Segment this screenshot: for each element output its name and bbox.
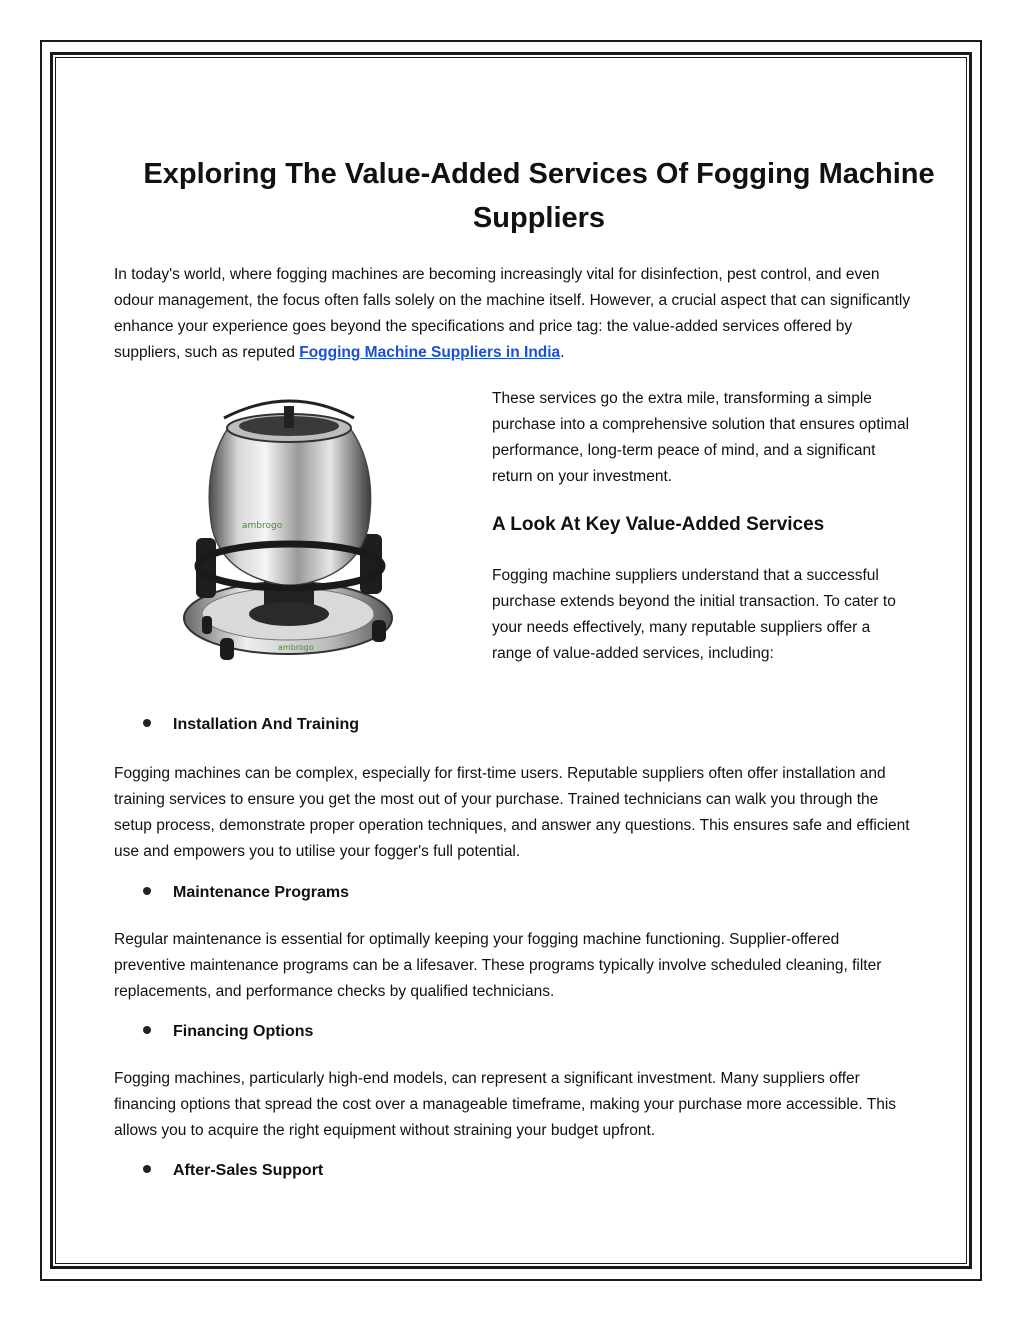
- bullet-heading: Installation And Training: [173, 716, 360, 733]
- bullet-dot-icon: [143, 1026, 151, 1034]
- bullet-dot-icon: [143, 719, 151, 727]
- brand-mark-upper: ambrogo: [242, 521, 283, 531]
- maintenance-paragraph: Regular maintenance is essential for optimally keeping your fogging machine functioning. Supplier-offered preventive maintenance programs can be a lifesaver. These programs typically involve scheduled cleaning, filter replacements, and performance checks by qualified technicians.: [114, 931, 882, 1000]
- section-heading: A Look At Key Value-Added Services: [492, 514, 825, 535]
- bullet-after-sales: [143, 1162, 323, 1180]
- bullet-heading: After-Sales Support: [173, 1162, 324, 1179]
- installation-paragraph: Fogging machines can be complex, especially for first-time users. Reputable suppliers often offer installation and training services to ensure you get the most out of your purchase. Trained technicians can walk you through the setup process, demonstrate proper operation techniques, and answer any questions. This ensures safe and efficient use and empowers you to utilise your fogger's full potential.: [114, 765, 910, 860]
- intro-text: In today's world, where fogging machines are becoming increasingly vital for disinfection, pest control, and even odour management, the focus often falls solely on the machine itself. However, a crucial aspect that can significantly enhance your experience goes beyond the specifications and price tag: the value-added services offered by suppliers, such as reputed: [114, 266, 911, 361]
- suppliers-paragraph: Fogging machine suppliers understand that a successful purchase extends beyond the initial transaction. To cater to your needs effectively, many reputable suppliers offer a range of value-added services, including:: [492, 567, 896, 662]
- intro-paragraph: [114, 262, 914, 366]
- bullet-heading: Maintenance Programs: [173, 884, 350, 901]
- fogging-suppliers-link[interactable]: Fogging Machine Suppliers in India: [299, 344, 561, 361]
- bullet-financing: [143, 1023, 313, 1041]
- brand-mark-lower: ambrogo: [278, 643, 314, 652]
- bullet-dot-icon: [143, 887, 151, 895]
- bullet-heading: Financing Options: [173, 1023, 314, 1040]
- financing-paragraph: Fogging machines, particularly high-end models, can represent a significant investment. Many suppliers offer financing options that spread the cost over a manageable timeframe, making your purchase more accessible. This allows you to acquire the right equipment without straining your budget upfront.: [114, 1070, 897, 1139]
- page-title: Exploring The Value-Added Services Of Fogging Machine Suppliers: [143, 158, 935, 234]
- bullet-dot-icon: [143, 1165, 151, 1173]
- services-paragraph: These services go the extra mile, transforming a simple purchase into a comprehensive solution that ensures optimal performance, long-term peace of mind, and a significant return on your investment.: [492, 390, 910, 485]
- bullet-installation: [143, 716, 359, 734]
- intro-end: .: [560, 344, 565, 361]
- fogging-machine-image: [172, 388, 412, 678]
- bullet-maintenance: [143, 884, 349, 902]
